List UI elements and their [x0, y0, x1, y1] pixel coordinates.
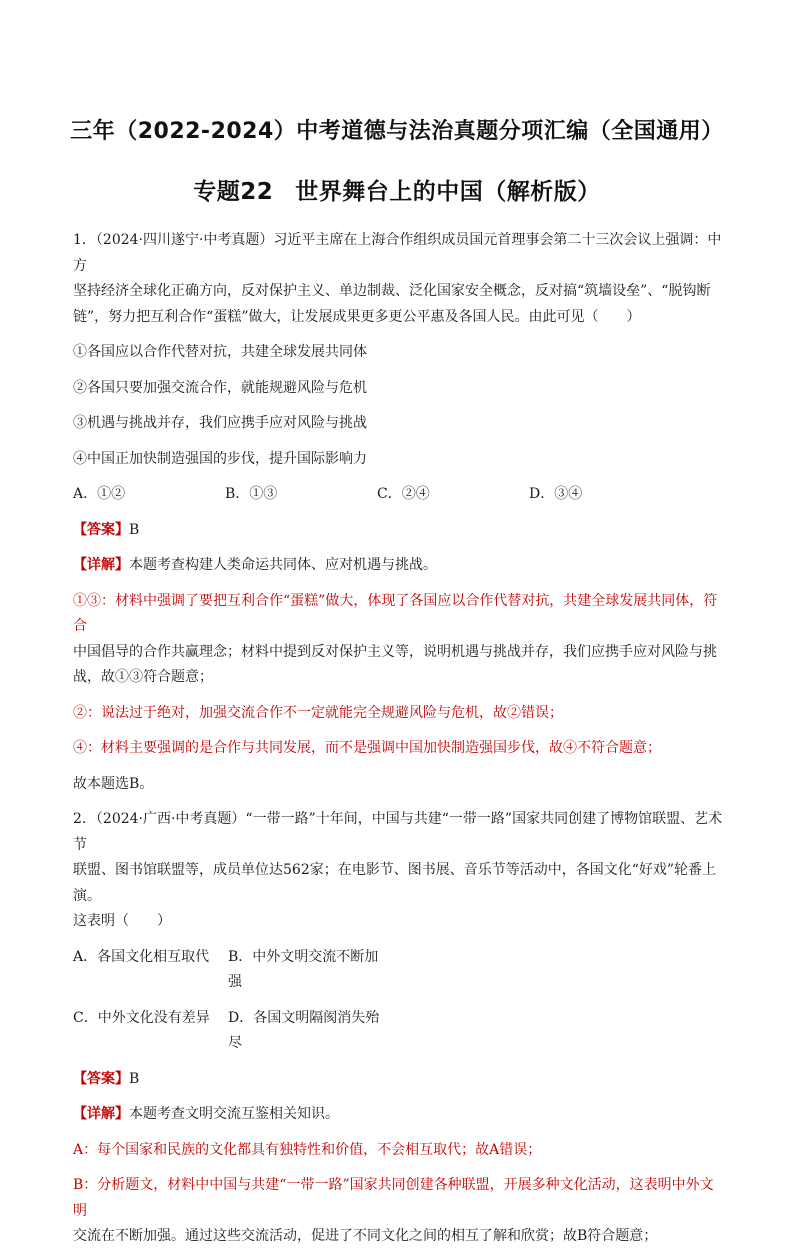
- q2-stem-line: 联盟、图书馆联盟等，成员单位达562家；在电影节、图书展、音乐节等活动中，各国文化“好戏”轮番上演。: [73, 862, 717, 904]
- q1-statement-2: ②各国只要加强交流合作，就能规避风险与危机: [73, 379, 367, 396]
- q1-statement-3: ③机遇与挑战并存，我们应携手应对风险与挑战: [73, 415, 367, 431]
- q2-answer: [73, 1067, 723, 1093]
- topic-number: 专题22: [193, 179, 274, 205]
- q1-option-a: A．①②: [73, 486, 126, 502]
- q2-explanation-b-line: B：分析题文，材料中中国与共建“一带一路”国家共同创建各种联盟，开展多种文化活动，这表明中外文明: [73, 1177, 714, 1219]
- q2-detail: [73, 1102, 723, 1128]
- document-title: 三年（2022-2024）中考道德与法治真题分项汇编（全国通用）: [70, 119, 724, 144]
- q2-options-row: [73, 945, 723, 996]
- q2-explanation-a: A：每个国家和民族的文化都具有独特性和价值，不会相互取代；故A错误；: [73, 1141, 542, 1158]
- q2-option-a: A．各国文化相互取代: [73, 948, 210, 965]
- q2-option-d: D．各国文明隔阂消失殆尽: [228, 1009, 380, 1051]
- q1-answer: [73, 518, 723, 544]
- q2-options-row: [73, 1006, 723, 1057]
- answer-tag: 【答案】: [73, 1070, 129, 1087]
- q1-conclusion: 故本题选B。: [73, 775, 154, 792]
- q1-detail: [73, 553, 723, 579]
- detail-text: 本题考查构建人类命运共同体、应对机遇与挑战。: [129, 557, 437, 573]
- detail-tag: 【详解】: [73, 557, 129, 573]
- question-1: [73, 228, 723, 797]
- q2-option-b: B．中外文明交流不断加强: [228, 948, 379, 990]
- topic-name: 世界舞台上的中国（解析版）: [295, 179, 601, 205]
- question-2: [73, 807, 723, 1250]
- q1-stem-line: 链”，努力把互利合作“蛋糕”做大，让发展成果更多更公平惠及各国人民。由此可见（ ）: [73, 308, 641, 325]
- answer-tag: 【答案】: [73, 521, 129, 538]
- q1-explanation-4: ④：材料主要强调的是合作与共同发展，而不是强调中国加快制造强国步伐，故④不符合题意；: [73, 740, 661, 756]
- answer-value: B: [129, 1070, 140, 1087]
- q1-options: [73, 482, 723, 508]
- q1-explanation-line: 中国倡导的合作共赢理念；材料中提到反对保护主义等，说明机遇与挑战并存，我们应携手应对风险与挑: [73, 643, 717, 660]
- q1-explanation-line: ①③：材料中强调了要把互利合作“蛋糕”做大，体现了各国应以合作代替对抗，共建全球发展共同体，符合: [73, 592, 718, 634]
- q1-explanation-2: ②：说法过于绝对，加强交流合作不一定就能完全规避风险与危机，故②错误；: [73, 704, 563, 721]
- q2-stem-line: 这表明（ ）: [73, 913, 171, 929]
- detail-tag: 【详解】: [73, 1106, 129, 1122]
- q1-stem-line: 1．（2024·四川遂宁·中考真题）习近平主席在上海合作组织成员国元首理事会第二十三次会议上强调：中方: [73, 232, 722, 274]
- question-content: [73, 228, 723, 1250]
- q1-stem-line: 坚持经济全球化正确方向，反对保护主义、单边制裁、泛化国家安全概念，反对搞“筑墙设垒”、“脱钩断: [73, 283, 711, 299]
- q2-stem-line: 2．（2024·广西·中考真题）“一带一路”十年间，中国与共建“一带一路”国家共同创建了博物馆联盟、艺术节: [73, 811, 723, 853]
- q1-explanation-line: 战，故①③符合题意；: [73, 669, 213, 685]
- q2-explanation-b-line: 交流在不断加强。通过这些交流活动，促进了不同文化之间的相互了解和欣赏；故B符合题意；: [73, 1228, 658, 1244]
- document-subtitle: [0, 173, 794, 206]
- q1-statement-4: ④中国正加快制造强国的步伐，提升国际影响力: [73, 450, 367, 467]
- q2-option-c: C．中外文化没有差异: [73, 1009, 210, 1026]
- q1-option-d: D．③④: [529, 486, 583, 502]
- q1-option-b: B．①③: [225, 486, 278, 502]
- answer-value: B: [129, 521, 140, 538]
- q1-statement-1: ①各国应以合作代替对抗，共建全球发展共同体: [73, 344, 367, 360]
- detail-text: 本题考查文明交流互鉴相关知识。: [129, 1106, 339, 1122]
- q1-option-c: C．②④: [377, 486, 430, 502]
